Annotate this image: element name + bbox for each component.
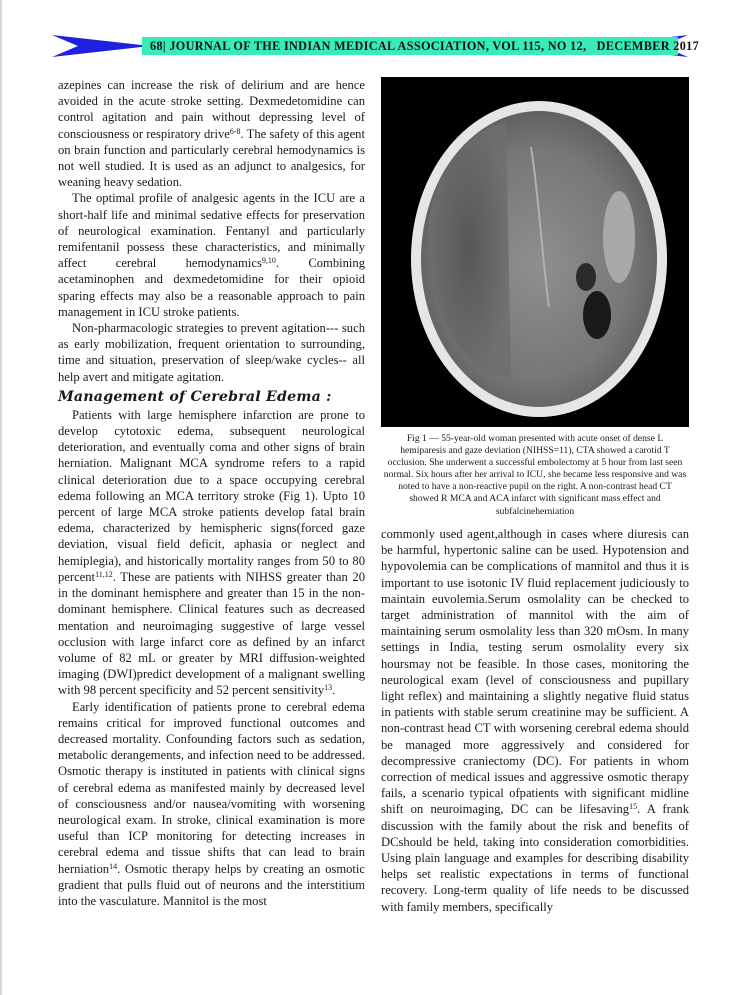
page-number: 68| (150, 39, 166, 53)
ct-scan-figure (381, 77, 689, 427)
paragraph: Non-pharmacologic strategies to prevent agitation--- such as early mobilization, frequent orientation to surrounding, time and situation, preservation of sleep/wake cycles-- all help avert and mitigate agitation. (58, 321, 365, 384)
paragraph: Early identification of patients prone to cerebral edema remains critical for improved functional outcomes and decreased mortality. Confounding factors such as sedation, metabolic derangements, and infection need to be addressed. Osmotic therapy is instituted in patients with clinical signs of cerebral edema as manifested mainly by decreased level of consciousness and/or nausea/vomiting with worsening neurological exam. In stroke, clinical examination is more useful than ICP monitoring for detecting increases in cerebral edema and tissue shifts that can lead to brain herniation$^{14}$. Osmotic therapy helps by creating an osmotic gradient that pulls fluid out of neurons and the interstitium into the vasculature. Mannitol is the most (58, 699, 365, 908)
journal-title: JOURNAL OF THE INDIAN MEDICAL ASSOCIATION, VOL 115, NO 12, (169, 39, 587, 53)
ct-scan-image (381, 77, 689, 427)
figure-caption: Fig 1 — 55-year-old woman presented with acute onset of dense L hemiparesis and gaze deviation (NIHSS=11), CTA showed a carotid T occlusion. She underwent a successful embolectomy at 5 hour from last seen normal. Six hours after her arrival to ICU, she became less responsive and was noted to have a non-reactive pupil on the right. A non-contrast head CT showed R MCA and ACA infarct with significant mass effect and subfalcineherniation (383, 433, 687, 517)
running-header (52, 33, 700, 59)
page-edge (0, 0, 2, 995)
section-heading: Management of Cerebral Edema : (58, 388, 332, 405)
right-column (381, 526, 689, 915)
issue-date: DECEMBER 2017 (596, 39, 700, 53)
paragraph: Patients with large hemisphere infarction are prone to develop cytotoxic edema, subsequent neurological deterioration, and eventually coma and other signs of brain herniation. Malignant MCA syndrome refers to a rapid clinical deterioration due to a space occupying cerebral edema following an MCA territory stroke (Fig 1). Upto 10 percent of large MCA stroke patients develop fatal brain edema, characterized by hemispheric signs(forced gaze deviation, visual field deficit, aphasia or neglect and hemiplegia), and historically mortality ranges from 50 to 80 percent$^{11,12}$. These are patients with NIHSS greater than 20 in the dominant hemisphere and greater than 15 in the non-dominant hemisphere. Clinical features such as decreased mentation and neuroimaging suggestive of large vessel occlusion with large infarct core as defined by an infarct volume of 82 mL or greater by MRI diffusion-weighted imaging (DWI)predict development of a malignant swelling with 98 percent specificity and 52 percent sensitivity$^{13}$. (58, 407, 365, 698)
paragraph: commonly used agent,although in cases where diuresis can be harmful, hypertonic saline can be used. Hypotension and hypovolemia can be complications of mannitol and thus it is important to use isotonic IV fluid replacement judiciously to maintain euvolemia.Serum osmolality can be checked to target administration of mannitol with the aim of maintaining serum osmolality less than 320 mOsm. In many settings in India, testing serum osmolality every six hoursmay not be feasible. In those cases, monitoring the neurological exam (level of consciousness and pupillary light reflex) and maintaining a slightly negative fluid status in patients with stable serum creatinine may be sufficient. A non-contrast head CT with worsening cerebral edema should be managed more aggressively and considered for decompressive craniectomy (DC). For patients in whom correction of medical issues and aggressive osmotic therapy fails, a scenario typical ofpatients with significant midline shift on neuroimaging, DC can be lifesaving$^{15}$. A frank discussion with the family about the risk and benefits of DCshould be held, taking into consideration comorbidities. Using plain language and examples for describing disability helps set realistic expectations in terms of functional recovery. Long-term quality of life needs to be discussed with family members, specifically (381, 527, 689, 914)
header-band (142, 37, 700, 55)
paragraph: azepines can increase the risk of delirium and are hence avoided in the acute stroke setting. Dexmedetomidine can control agitation and pain without depressing level of consciousness or respiratory drive$^{6-8}$. The safety of this agent on brain function and particularly cerebral hemodynamics is not well studied. It is used as an adjunct to analgesics, for weaning heavy sedation. (58, 78, 365, 190)
left-column (58, 77, 365, 909)
paragraph: The optimal profile of analgesic agents in the ICU are a short-half life and minimal sedative effects for preservation of neurological examination. Fentanyl and particularly remifentanil possess these characteristics, and minimally affect cerebral hemodynamics$^{9,10}$. Combining acetaminophen and dexmedetomidine for their opioid sparing effects may also be a reasonable approach to pain management in ICU stroke patients. (58, 191, 366, 319)
